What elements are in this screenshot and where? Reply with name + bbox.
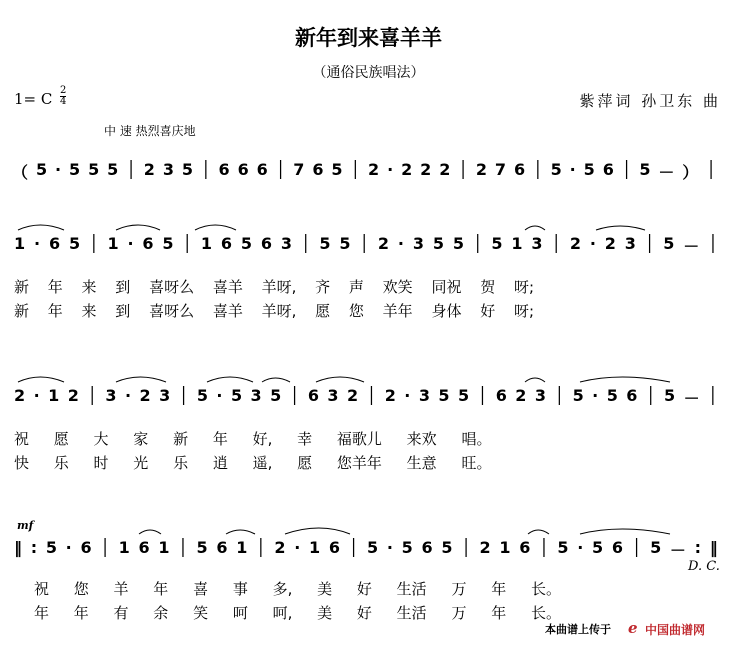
note-glyph: 3 xyxy=(159,386,172,405)
note-glyph: 5 xyxy=(639,160,652,179)
lyrics-row-2-verse-1: 新 年 来 到 喜呀么 喜羊 羊呀, 齐 声 欢笑 同祝 贺 呀; xyxy=(14,278,535,296)
notation-row-4 xyxy=(14,538,719,561)
note-glyph: － xyxy=(669,541,687,560)
barline: │ xyxy=(645,386,657,405)
barline: │ xyxy=(539,538,550,557)
song-subtitle: （通俗民族唱法） xyxy=(312,65,425,81)
upload-note: 本曲谱上传于 xyxy=(545,623,611,636)
note-glyph: · xyxy=(34,234,42,253)
note-glyph: 1 xyxy=(499,538,512,557)
note-glyph: · xyxy=(216,386,224,405)
note-glyph: － xyxy=(683,389,701,408)
barline: │ xyxy=(300,234,312,253)
note-glyph: （ xyxy=(12,163,30,182)
note-glyph: : xyxy=(694,538,703,557)
note-glyph: 1 xyxy=(200,234,214,253)
note-glyph: 1 xyxy=(158,538,171,557)
note-glyph: 5 xyxy=(240,234,254,253)
note-glyph: 6 xyxy=(80,538,93,557)
note-glyph: 3 xyxy=(327,386,340,405)
note-glyph: · xyxy=(589,234,597,253)
da-capo-marking: D. C. xyxy=(688,559,720,574)
note-glyph: 6 xyxy=(216,538,229,557)
note-glyph: 5 xyxy=(458,386,471,405)
note-glyph: 2 xyxy=(67,386,80,405)
time-signature xyxy=(60,86,66,107)
barline: │ xyxy=(87,386,98,405)
note-glyph: 5 xyxy=(319,234,332,253)
barline: │ xyxy=(551,234,562,253)
note-glyph: 6 xyxy=(421,538,434,557)
note-glyph: 1 xyxy=(48,386,61,405)
note-glyph: 1 xyxy=(236,538,249,557)
note-glyph: · xyxy=(386,538,394,557)
note-glyph: 2 xyxy=(274,538,287,557)
note-glyph: 5 xyxy=(88,160,101,179)
note-glyph: · xyxy=(127,234,135,253)
lyrics-row-4-verse-1: 祝 您 羊 年 喜 事 多, 美 好 生活 万 年 长。 xyxy=(34,580,561,598)
note-glyph: 5 xyxy=(572,386,585,405)
note-glyph: 6 xyxy=(307,386,320,405)
barline: │ xyxy=(100,538,111,557)
barline: │ xyxy=(477,386,489,405)
barline: │ xyxy=(366,386,378,405)
barline: │ xyxy=(359,234,371,253)
note-glyph: 5 xyxy=(550,160,563,179)
barline: │ xyxy=(644,234,656,253)
note-glyph: 6 xyxy=(328,538,341,557)
note-glyph: 3 xyxy=(418,386,431,405)
note-glyph: 2 xyxy=(377,234,391,253)
note-glyph: 5 xyxy=(181,160,195,179)
note-glyph: 5 xyxy=(606,386,619,405)
barline: │ xyxy=(182,234,194,253)
note-glyph: 5 xyxy=(35,160,49,179)
note-glyph: · xyxy=(577,538,585,557)
note-glyph: 5 xyxy=(432,234,445,253)
note-glyph: 6 xyxy=(260,234,274,253)
note-glyph: 2 xyxy=(420,160,433,179)
note-glyph: · xyxy=(592,386,600,405)
note-glyph: 3 xyxy=(105,386,118,405)
note-glyph: 5 xyxy=(230,386,244,405)
note-glyph: · xyxy=(294,538,302,557)
note-glyph: 5 xyxy=(452,234,465,253)
note-glyph: 6 xyxy=(495,386,508,405)
barline: │ xyxy=(88,234,100,253)
note-glyph: 2 xyxy=(569,234,582,253)
note-glyph: 2 xyxy=(143,160,156,179)
note-glyph: － xyxy=(658,163,676,182)
note-glyph: · xyxy=(33,386,41,405)
note-glyph: 2 xyxy=(14,386,27,405)
dynamic-marking: mf xyxy=(17,519,34,532)
site-logo-text[interactable]: 中国曲谱网 xyxy=(645,623,706,637)
note-glyph: 6 xyxy=(218,160,231,179)
note-glyph: 5 xyxy=(663,234,676,253)
note-glyph: 5 xyxy=(196,538,209,557)
notation-row-2 xyxy=(14,234,719,257)
note-glyph: 5 xyxy=(557,538,570,557)
barline: │ xyxy=(458,160,469,179)
note-glyph: 6 xyxy=(237,160,250,179)
barline: │ xyxy=(708,234,719,253)
note-glyph: 2 xyxy=(139,386,152,405)
note-glyph: 7 xyxy=(293,160,306,179)
barline: │ xyxy=(256,538,267,557)
notation-row-3 xyxy=(14,386,719,409)
note-glyph: · xyxy=(55,160,63,179)
note-glyph: 6 xyxy=(611,538,625,557)
note-glyph: 5 xyxy=(162,234,175,253)
note-glyph: · xyxy=(569,160,577,179)
note-glyph: 5 xyxy=(592,538,605,557)
lyrics-row-3-verse-2: 快 乐 时 光 乐 逍 遥, 愿 您羊年 生意 旺。 xyxy=(14,454,492,472)
barline: │ xyxy=(178,538,189,557)
key-signature: 1= C xyxy=(14,90,53,108)
note-glyph: 5 xyxy=(650,538,663,557)
credits: 紫萍词 孙卫东 曲 xyxy=(579,92,721,110)
note-glyph: : xyxy=(30,538,39,557)
lyrics-row-4-verse-2: 年 年 有 余 笑 呵 呵, 美 好 生活 万 年 长。 xyxy=(34,604,561,622)
note-glyph: 5 xyxy=(438,386,451,405)
barline: │ xyxy=(126,160,137,179)
note-glyph: · xyxy=(387,160,395,179)
notation-row-1 xyxy=(12,160,717,183)
lyrics-row-2-verse-2: 新 年 来 到 喜呀么 喜羊 羊呀, 愿 您 羊年 身体 好 呀; xyxy=(14,302,535,320)
note-glyph: 7 xyxy=(494,160,508,179)
note-glyph: 3 xyxy=(534,386,548,405)
time-signature-top: 2 xyxy=(60,85,67,96)
note-glyph: 3 xyxy=(250,386,263,405)
note-glyph: 1 xyxy=(107,234,120,253)
note-glyph: 5 xyxy=(491,234,504,253)
barline: │ xyxy=(621,160,633,179)
note-glyph: 6 xyxy=(513,160,527,179)
note-glyph: 3 xyxy=(531,234,544,253)
note-glyph: 5 xyxy=(196,386,209,405)
barline: │ xyxy=(472,234,484,253)
note-glyph: 3 xyxy=(280,234,294,253)
note-glyph: － xyxy=(683,237,701,256)
song-title: 新年到来喜羊羊 xyxy=(295,26,442,50)
time-signature-bottom: 4 xyxy=(60,96,67,107)
note-glyph: 2 xyxy=(479,538,492,557)
note-glyph: · xyxy=(404,386,412,405)
barline: │ xyxy=(554,386,566,405)
note-glyph: 1 xyxy=(118,538,131,557)
note-glyph: · xyxy=(125,386,133,405)
note-glyph: 6 xyxy=(142,234,155,253)
note-glyph: 6 xyxy=(626,386,639,405)
note-glyph: 6 xyxy=(519,538,532,557)
note-glyph: ‖ xyxy=(14,538,23,557)
note-glyph: 5 xyxy=(663,386,677,405)
site-logo-icon: e xyxy=(628,619,638,637)
note-glyph: 6 xyxy=(312,160,325,179)
note-glyph: 5 xyxy=(583,160,596,179)
notation-row-3-notes xyxy=(14,386,719,409)
note-glyph: 3 xyxy=(412,234,425,253)
note-glyph: · xyxy=(65,538,73,557)
barline: │ xyxy=(275,160,287,179)
note-glyph: 6 xyxy=(220,234,234,253)
note-glyph: 6 xyxy=(256,160,269,179)
barline: │ xyxy=(533,160,544,179)
note-glyph: 1 xyxy=(511,234,524,253)
note-glyph: 1 xyxy=(14,234,27,253)
note-glyph: 2 xyxy=(475,160,488,179)
note-glyph: 5 xyxy=(367,538,380,557)
note-glyph: 3 xyxy=(624,234,637,253)
barline: │ xyxy=(631,538,643,557)
notation-row-2-notes xyxy=(14,234,719,257)
barline: │ xyxy=(350,160,362,179)
barline: │ xyxy=(178,386,190,405)
note-glyph: 5 xyxy=(107,160,120,179)
note-glyph: · xyxy=(397,234,405,253)
note-glyph: ‖ xyxy=(709,538,719,557)
lyrics-row-3-verse-1: 祝 愿 大 家 新 年 好, 幸 福歌儿 来欢 唱。 xyxy=(14,430,492,448)
note-glyph: 6 xyxy=(138,538,151,557)
barline: │ xyxy=(289,386,301,405)
note-glyph: 5 xyxy=(69,160,82,179)
note-glyph: 2 xyxy=(401,160,414,179)
note-glyph: 5 xyxy=(401,538,414,557)
barline: │ xyxy=(708,386,719,405)
note-glyph: 2 xyxy=(347,386,360,405)
note-glyph: 5 xyxy=(270,386,283,405)
tempo-marking: 中 速 热烈喜庆地 xyxy=(104,124,196,138)
notation-row-1-notes xyxy=(12,160,717,183)
note-glyph: 5 xyxy=(339,234,352,253)
note-glyph: 1 xyxy=(309,538,322,557)
note-glyph: 2 xyxy=(384,386,397,405)
barline: │ xyxy=(348,538,360,557)
note-glyph: 3 xyxy=(162,160,175,179)
note-glyph: 5 xyxy=(45,538,58,557)
note-glyph: ） xyxy=(682,163,700,182)
note-glyph: 2 xyxy=(604,234,617,253)
barline: │ xyxy=(706,160,717,179)
note-glyph: 5 xyxy=(441,538,454,557)
note-glyph: 2 xyxy=(368,160,381,179)
note-glyph: 6 xyxy=(602,160,615,179)
barline: │ xyxy=(461,538,472,557)
barline: │ xyxy=(200,160,212,179)
note-glyph: 5 xyxy=(331,160,344,179)
note-glyph: 6 xyxy=(48,234,62,253)
notation-row-4-notes xyxy=(14,538,719,561)
note-glyph: 5 xyxy=(68,234,82,253)
note-glyph: 2 xyxy=(439,160,452,179)
note-glyph: 2 xyxy=(515,386,528,405)
